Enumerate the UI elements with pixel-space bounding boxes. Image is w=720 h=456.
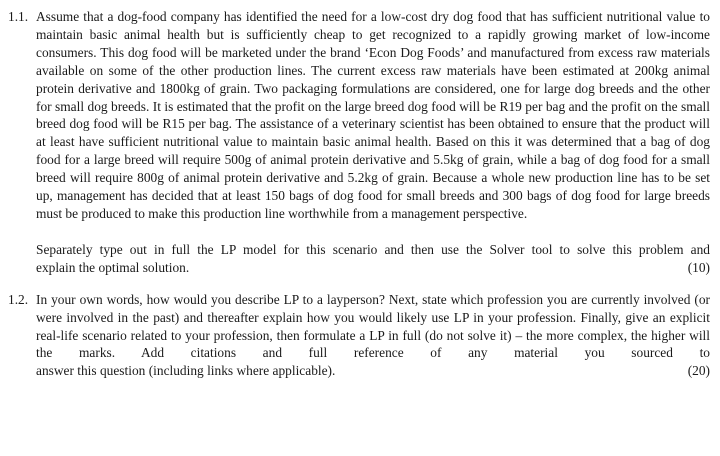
- question-line-end: answer this question (including links where applicable).: [36, 363, 336, 379]
- instruction-line: Separately type out in full the LP model for this scenario and then use the Solver tool to solve this problem and: [36, 241, 710, 257]
- scenario-paragraph: Assume that a dog-food company has identified the need for a low-cost dry dog food that has sufficient nutritional value to maintain basic animal health but is sufficiently cheap to get recognized to a rapidly growing market of low-income consumers. This dog food will be marketed under the brand ‘Econ Dog Foods’ and manufactured from excess raw materials available on some of the other production lines. The current excess raw materials have been estimated at 200kg animal protein derivative and 1800kg of grain. Two packaging formulations are considered, one for large dog breeds and the other for small dog breeds. It is estimated that the profit on the large breed dog food will be R19 per bag and the profit on the small breed dog food will be R15 per bag. The assistance of a veterinary scientist has been obtained to ensure that the product will at least have sufficient nutritional value to maintain basic animal health. Based on this it was determined that a bag of dog food for a large breed will require 500g of animal protein derivative and 5.5kg of grain, while a bag of dog food for a small breed will require 800g of animal protein derivative and 5.2kg of grain. Because a whole new production line has to be set up, management has decided that at least 150 bags of dog food for small breeds and 300 bags of dog food for large breeds must be produced to make this production line worthwhile from a management perspective.: [36, 9, 710, 221]
- question-marks-line: [36, 362, 710, 380]
- question-number: 1.1.: [8, 9, 29, 24]
- question-number: 1.2.: [8, 291, 29, 307]
- instruction-line-end: explain the optimal solution.: [36, 259, 190, 275]
- instruction-marks-line: [36, 259, 710, 277]
- marks-label: (20): [687, 363, 710, 379]
- question-1-2: [8, 291, 710, 381]
- question-1-1: [8, 8, 710, 277]
- question-paragraph: In your own words, how would you describe LP to a layperson? Next, state which profession you are currently involved (or were involved in the past) and thereafter explain how you would likely use LP in your profession. Finally, give an explicit real-life scenario related to your profession, then formulate a LP in full (do not solve it) – the more complex, the higher will the marks. Add citations and full reference of any material you sourced to: [36, 291, 710, 361]
- marks-label: (10): [687, 259, 710, 275]
